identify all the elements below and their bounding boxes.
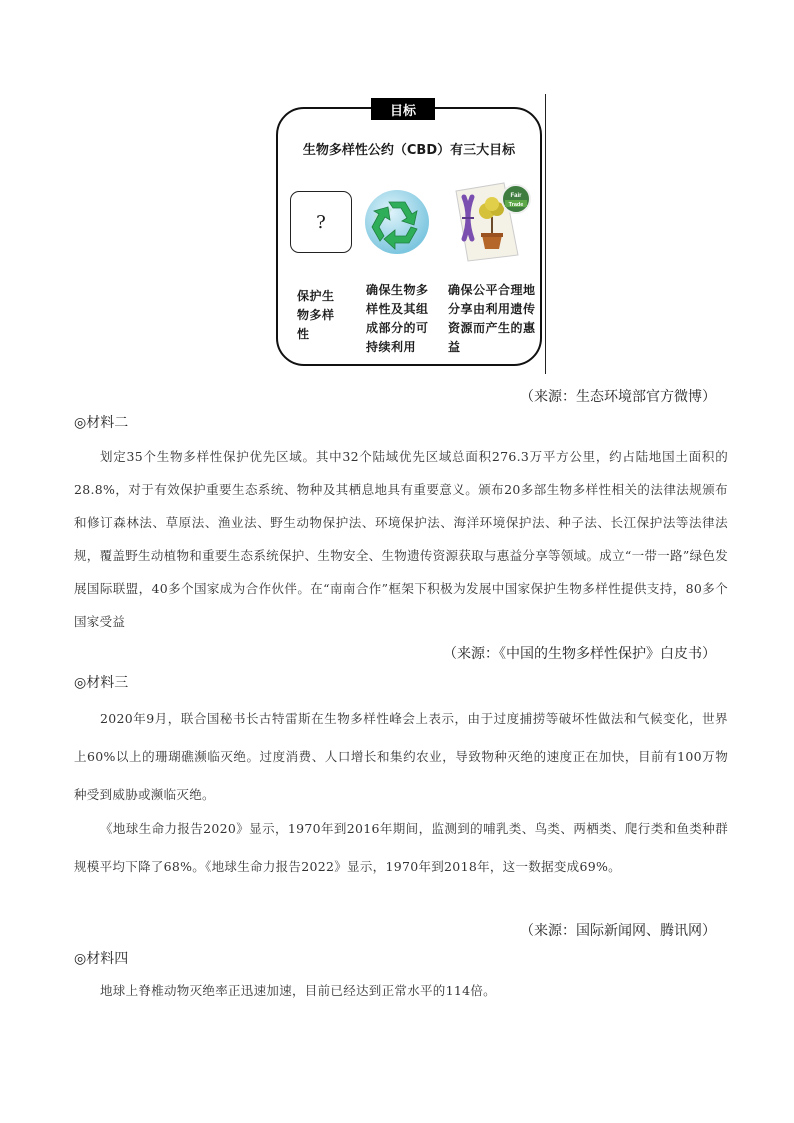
goal-3: 确保公平合理地分享由利用遗传资源而产生的惠益 (448, 283, 536, 354)
material-3-body-2: 《地球生命力报告2020》显示，1970年到2016年期间，监测到的哺乳类、鸟类、两栖类、爬行类和鱼类种群规模平均下降了68%。《地球生命力报告2022》显示，1970年到2018年，这一数据变成69%。 (74, 821, 728, 874)
divider-line (545, 94, 546, 374)
material-2-heading: ◎材料二 (74, 415, 129, 431)
material-3-source: （来源：国际新闻网、腾讯网） (520, 923, 716, 939)
material-2-body: 划定35个生物多样性保护优先区域。其中32个陆域优先区域总面积276.3万平方公里，约占陆地国土面积的28.8%，对于有效保护重要生态系统、物种及其栖息地具有重要意义。颁布20多部生物多样性相关的法律法规颁布和修订森林法、草原法、渔业法、野生动物保护法、环境保护法、海洋环境保护法、种子法、长江保护法等法律法规，覆盖野生动植物和重要生态系统保护、生物安全、生物遗传资源获取与惠益分享等领域。成立“一带一路”绿色发展国际联盟，40多个国家成为合作伙伴。在“南南合作”框架下积极为发展中国家保护生物多样性提供支持，80多个国家受益 (74, 449, 728, 629)
fair-trade-text-2: Trade (508, 202, 524, 208)
question-mark: ? (316, 211, 326, 233)
goal-2: 确保生物多样性及其组成部分的可持续利用 (366, 283, 429, 354)
goal-1: 保护生物多样性 (297, 289, 335, 341)
figure-title: 生物多样性公约（CBD）有三大目标 (302, 143, 516, 158)
plant-dna-fair-trade-icon (442, 177, 532, 265)
question-box-icon (290, 191, 352, 253)
material-4-body: 地球上脊椎动物灭绝率正迅速加速，目前已经达到正常水平的114倍。 (100, 983, 496, 998)
fair-trade-text-1: Fair (510, 193, 522, 199)
material-2-source: （来源：《中国的生物多样性保护》白皮书） (443, 646, 716, 662)
recycle-globe-icon (362, 187, 432, 257)
material-3-body-1: 2020年9月，联合国秘书长古特雷斯在生物多样性峰会上表示，由于过度捕捞等破坏性做法和气候变化，世界上60%以上的珊瑚礁濒临灭绝。过度消费、人口增长和集约农业，导致物种灭绝的速度正在加快，目前有100万物种受到威胁或濒临灭绝。 (74, 711, 728, 802)
cbd-goals-figure (276, 107, 542, 366)
figure-tag: 目标 (371, 98, 435, 120)
material-4-heading: ◎材料四 (74, 951, 129, 967)
material-3-heading: ◎材料三 (74, 675, 129, 691)
source-1: （来源：生态环境部官方微博） (520, 389, 716, 405)
